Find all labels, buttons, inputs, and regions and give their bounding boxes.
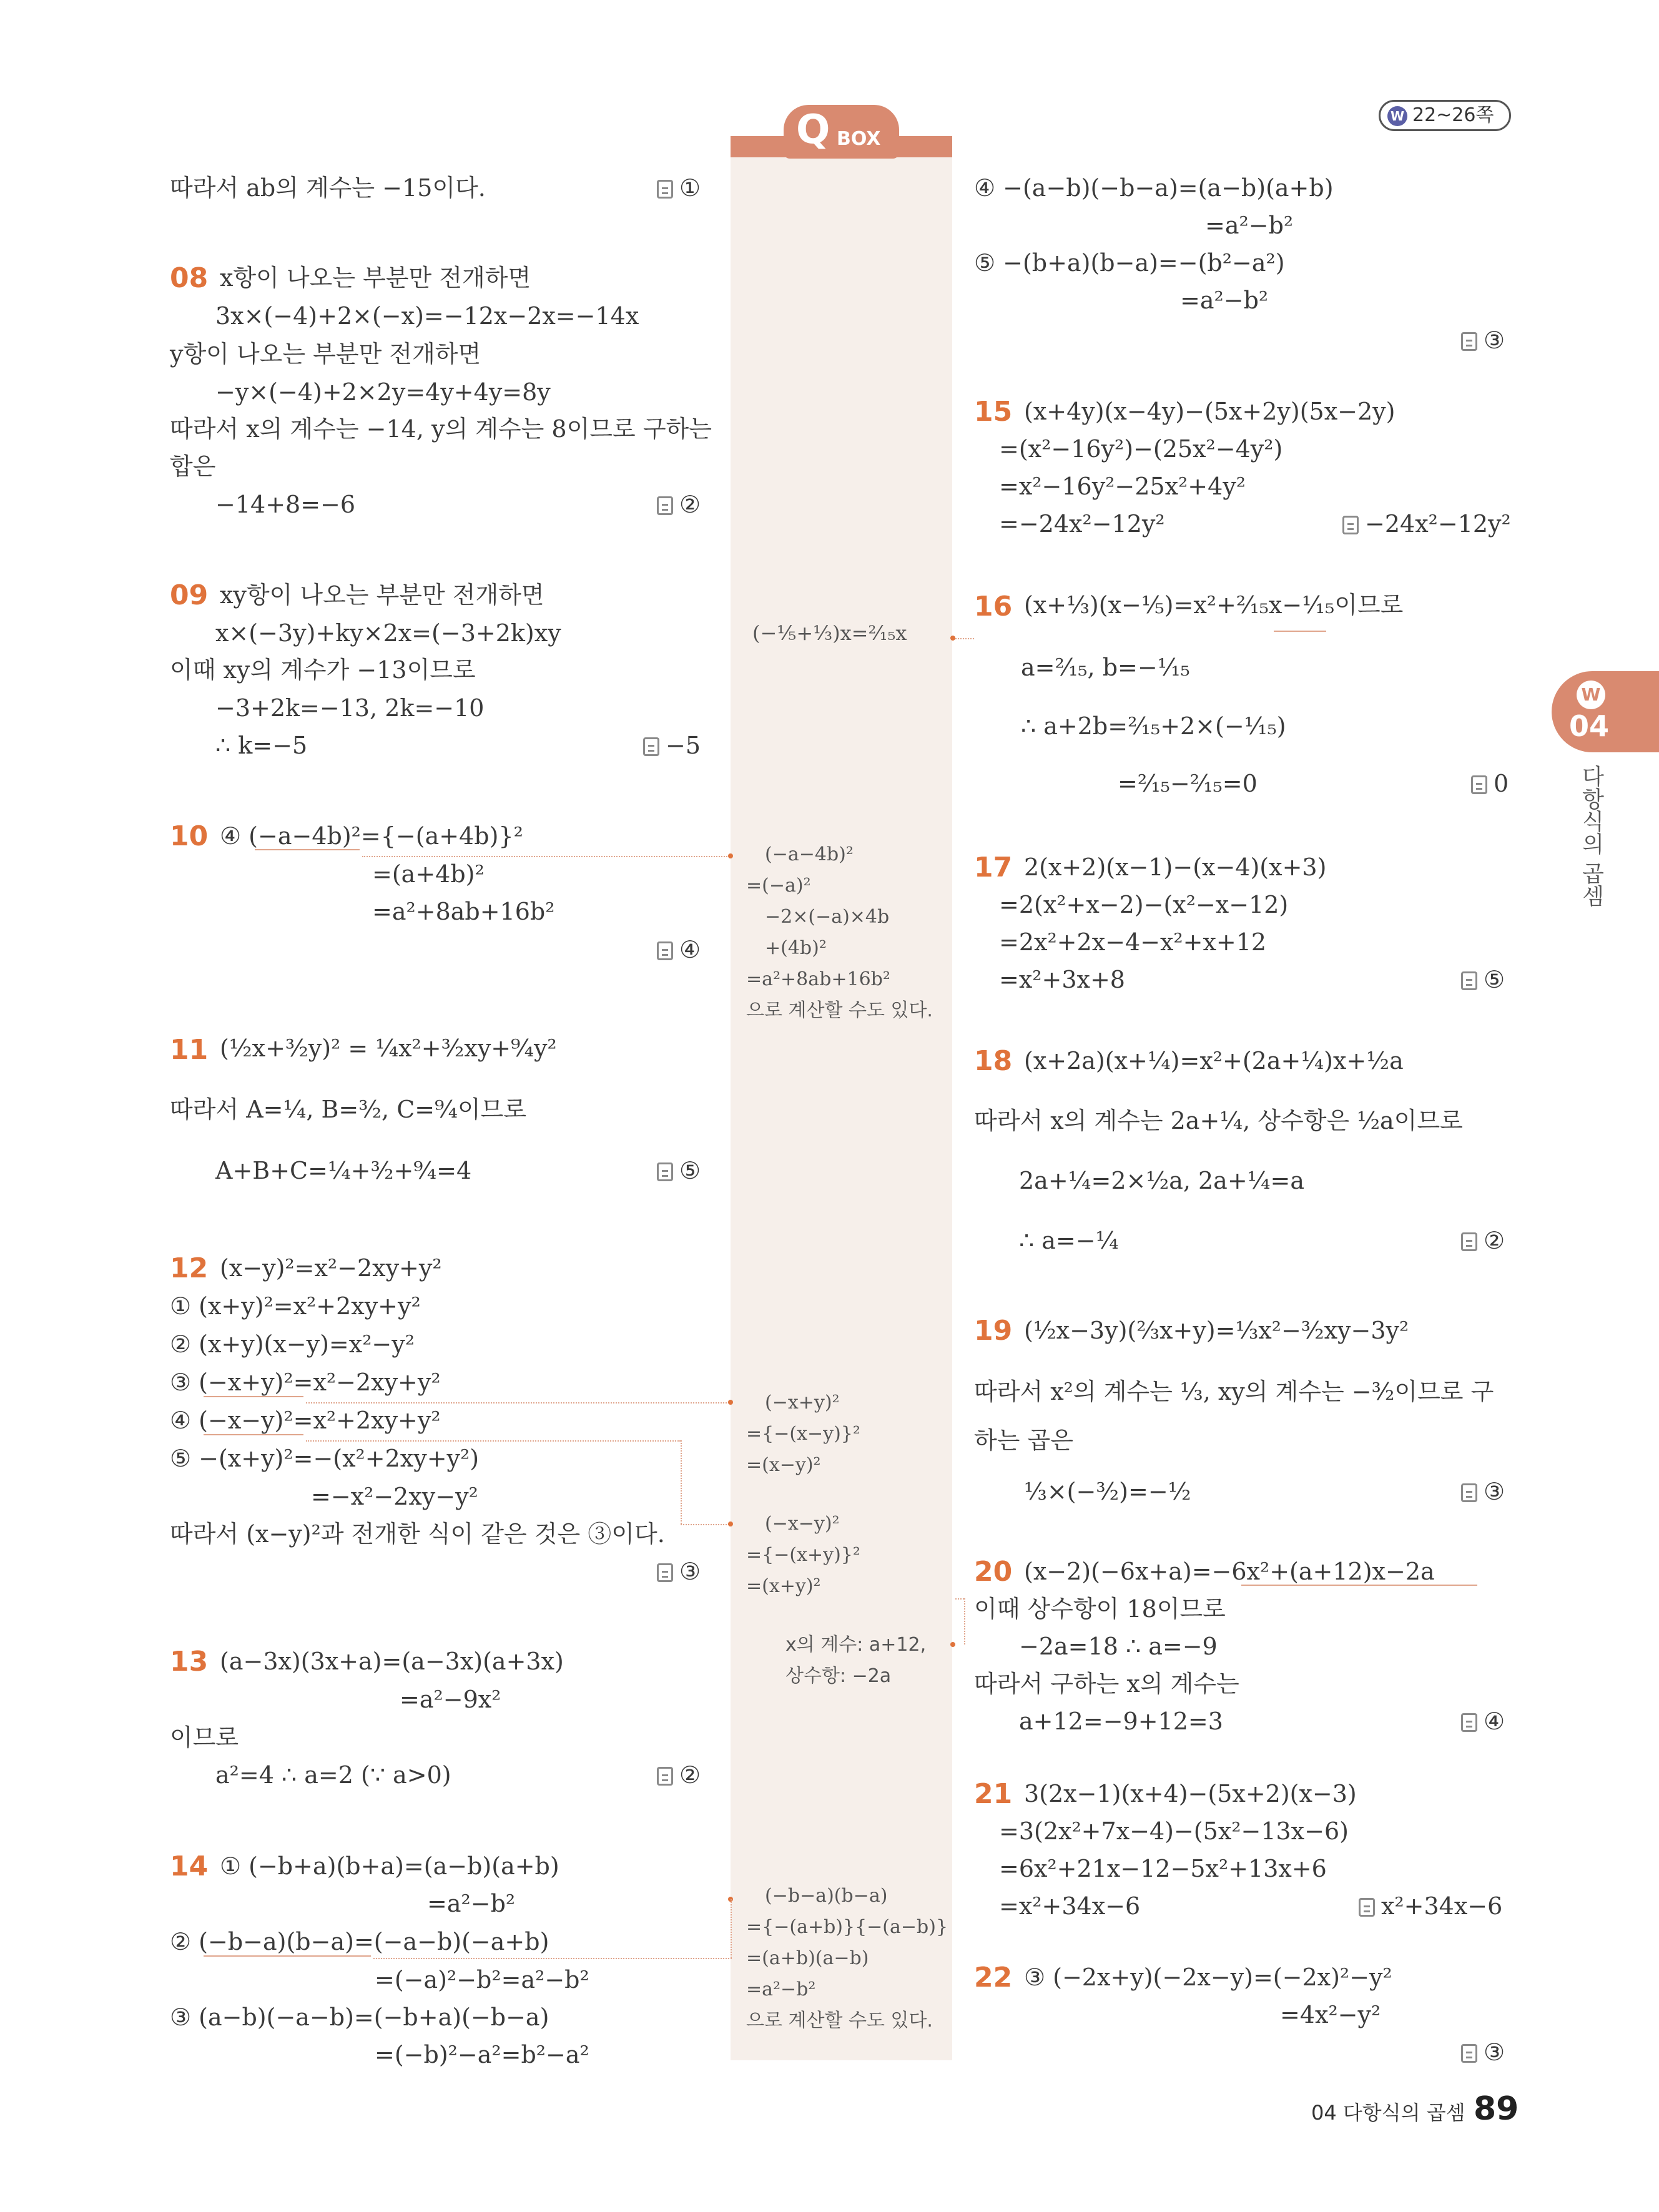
solution-line: =(x²−16y²)−(25x²−4y²) — [999, 435, 1283, 463]
underlined-expression: (−x+y)² — [199, 1369, 293, 1396]
solution-line: 따라서 구하는 x의 계수는 — [974, 1670, 1239, 1698]
problem-number: 13 — [170, 1646, 209, 1678]
connector-line — [681, 1524, 732, 1525]
problem-number: 09 — [170, 579, 209, 611]
qbox-note: (−x+y)² — [765, 1392, 840, 1413]
answer-mark — [657, 1763, 701, 1787]
qbox-q: Q — [796, 107, 830, 153]
solution-line: =−x²−2xy−y² — [311, 1483, 478, 1510]
answer-mark — [1461, 1480, 1505, 1503]
solution-line: =a²−9x² — [400, 1686, 501, 1713]
qbox-note: ={−(x−y)}² — [746, 1423, 860, 1445]
answer-icon — [657, 496, 673, 515]
connector-line — [306, 1440, 681, 1442]
solution-line: 이므로 — [170, 1724, 239, 1751]
solution-line: (x−y)²=x²−2xy+y² — [220, 1254, 442, 1282]
qbox-column — [731, 137, 952, 2060]
answer-value: −5 — [666, 732, 701, 759]
connector-line — [362, 856, 732, 857]
answer-icon — [643, 737, 659, 756]
solution-line: ③ (−x+y)²=x²−2xy+y² — [170, 1369, 441, 1396]
solution-line: (x+⅓)(x−⅕)=x²+²⁄₁₅x−¹⁄₁₅이므로 — [1024, 591, 1404, 619]
solution-line: =6x²+21x−12−5x²+13x+6 — [999, 1855, 1327, 1882]
qbox-note: 상수항: −2a — [785, 1665, 892, 1687]
qbox-note: ={−(x+y)}² — [746, 1544, 860, 1566]
solution-line: =a²−b² — [1205, 212, 1294, 239]
solution-line: 3(2x−1)(x+4)−(5x+2)(x−3) — [1024, 1780, 1357, 1807]
highlight-underline — [255, 849, 360, 850]
solution-line: (x−2)(−6x+a)=−6x²+(a+12)x−2a — [1024, 1558, 1435, 1585]
solution-line: ∴ a=−¼ — [1019, 1227, 1119, 1254]
answer-value: ⑤ — [1484, 966, 1505, 993]
solution-line: a=²⁄₁₅, b=−¹⁄₁₅ — [1021, 654, 1190, 681]
solution-line: 따라서 x의 계수는 2a+¼, 상수항은 ½a이므로 — [974, 1107, 1463, 1134]
solution-line: a²=4 ∴ a=2 (∵ a>0) — [215, 1761, 451, 1789]
answer-mark — [657, 938, 701, 961]
qbox-note: =(−a)² — [746, 875, 811, 897]
solution-line: 합은 — [170, 453, 216, 480]
problem-number: 17 — [974, 852, 1013, 883]
solution-line: 따라서 x²의 계수는 ⅓, xy의 계수는 −³⁄₂이므로 구 — [974, 1378, 1494, 1405]
connector-line — [306, 1402, 732, 1403]
answer-mark — [657, 493, 701, 516]
answer-value: ② — [679, 491, 701, 518]
answer-value: 0 — [1494, 770, 1509, 797]
answer-value: −24x²−12y² — [1365, 510, 1511, 538]
answer-icon — [1461, 332, 1477, 351]
solution-line: =(−b)²−a²=b²−a² — [375, 2041, 589, 2068]
qbox-note: (−x−y)² — [765, 1513, 840, 1535]
highlight-underline — [204, 1396, 303, 1397]
solution-line: ③ (a−b)(−a−b)=(−b+a)(−b−a) — [170, 2003, 549, 2031]
solution-line: 따라서 ab의 계수는 −15이다. — [170, 174, 486, 202]
solution-line: (a−3x)(3x+a)=(a−3x)(a+3x) — [220, 1648, 564, 1675]
solution-line: ① (−b+a)(b+a)=(a−b)(a+b) — [220, 1852, 559, 1880]
solution-line: ④ −(a−b)(−b−a)=(a−b)(a+b) — [974, 174, 1334, 202]
connector-line — [964, 1598, 965, 1644]
highlight-underline — [204, 1955, 371, 1957]
qbox-note: =a²+8ab+16b² — [746, 968, 890, 990]
solution-line: 따라서 A=¼, B=³⁄₂, C=⁹⁄₄이므로 — [170, 1096, 527, 1123]
solution-line: =²⁄₁₅−²⁄₁₅=0 — [1118, 770, 1258, 797]
solution-line: 3x×(−4)+2×(−x)=−12x−2x=−14x — [215, 302, 639, 330]
answer-icon — [657, 941, 673, 960]
solution-line: −2a=18 ∴ a=−9 — [1019, 1633, 1218, 1660]
solution-line: 이때 xy의 계수가 −13이므로 — [170, 656, 476, 684]
qbox-note: =(x+y)² — [746, 1575, 821, 1597]
solution-line: 이때 상수항이 18이므로 — [974, 1595, 1226, 1623]
page-number: 89 — [1474, 2090, 1519, 2128]
solution-line: ∴ k=−5 — [215, 732, 308, 759]
qbox-note: 으로 계산할 수도 있다. — [746, 2010, 933, 2032]
solution-line: =2x²+2x−4−x²+x+12 — [999, 928, 1267, 956]
solution-line: −y×(−4)+2×2y=4y+4y=8y — [215, 378, 551, 406]
solution-line: y항이 나오는 부분만 전개하면 — [170, 340, 481, 368]
answer-icon — [657, 1767, 673, 1786]
problem-number: 16 — [974, 591, 1013, 622]
solution-line: =x²+34x−6 — [999, 1892, 1141, 1920]
answer-value: ③ — [679, 1558, 701, 1585]
qbox-note: =(a+b)(a−b) — [746, 1947, 869, 1969]
connector-dot — [728, 1521, 733, 1526]
answer-value: ① — [679, 174, 701, 202]
qbox-note: +(4b)² — [765, 937, 827, 959]
solution-line: ② (x+y)(x−y)=x²−y² — [170, 1330, 415, 1358]
qbox-note: =(x−y)² — [746, 1454, 821, 1476]
solution-line: −14+8=−6 — [215, 491, 356, 518]
problem-number: 15 — [974, 396, 1013, 428]
answer-mark — [1342, 512, 1511, 536]
solution-line: a+12=−9+12=3 — [1019, 1708, 1223, 1735]
solution-line: (x+2a)(x+¼)=x²+(2a+¼)x+½a — [1024, 1047, 1404, 1074]
answer-icon — [1461, 1232, 1477, 1251]
answer-value: ③ — [1484, 2038, 1505, 2066]
answer-mark — [657, 1560, 701, 1583]
underlined-expression: ²⁄₁₅x — [1236, 591, 1282, 619]
solution-line: 하는 곱은 — [974, 1427, 1073, 1454]
problem-number: 20 — [974, 1556, 1013, 1588]
answer-icon — [1461, 2044, 1477, 2063]
qbox-note: (−⅕+⅓)x=²⁄₁₅x — [752, 621, 907, 645]
answer-value: ② — [679, 1761, 701, 1789]
problem-number: 10 — [170, 820, 209, 852]
connector-dot — [950, 636, 955, 641]
underlined-expression: (−a−4b)² — [249, 822, 361, 850]
footer-chapter-title: 04 다항식의 곱셈 — [1311, 2101, 1465, 2125]
workbook-icon: W — [1387, 106, 1407, 126]
solution-line: 따라서 (x−y)²과 전개한 식이 같은 것은 ③이다. — [170, 1520, 665, 1548]
answer-value: ③ — [1484, 327, 1505, 354]
solution-line: 2a+¼=2×½a, 2a+¼=a — [1019, 1167, 1305, 1194]
chapter-title-vertical: 다항식의 곱셈 — [1578, 765, 1604, 907]
answer-value: ③ — [1484, 1478, 1505, 1505]
underlined-expression: (−x−y)² — [199, 1407, 293, 1434]
qbox-note: −2×(−a)×4b — [765, 906, 890, 928]
answer-icon — [657, 1163, 673, 1181]
qbox-note: =a²−b² — [746, 1979, 816, 2000]
answer-icon — [1461, 1483, 1477, 1502]
connector-dot — [728, 1400, 733, 1405]
answer-mark — [1461, 328, 1505, 352]
answer-mark — [1461, 968, 1505, 991]
solution-line: −3+2k=−13, 2k=−10 — [215, 694, 485, 722]
problem-number: 21 — [974, 1778, 1013, 1810]
solution-line: =2(x²+x−2)−(x²−x−12) — [999, 891, 1289, 918]
solution-line: ① (x+y)²=x²+2xy+y² — [170, 1292, 421, 1320]
solution-line: A+B+C=¼+³⁄₂+⁹⁄₄=4 — [215, 1157, 472, 1184]
answer-icon — [1359, 1898, 1375, 1917]
underlined-expression: −6x²+(a+12)x−2a — [1211, 1558, 1435, 1585]
answer-mark — [1359, 1894, 1502, 1918]
solution-line: ④ (−x−y)²=x²+2xy+y² — [170, 1407, 441, 1434]
answer-value: ④ — [679, 936, 701, 963]
answer-icon — [1461, 1713, 1477, 1732]
solution-line: (½x−3y)(⅔x+y)=⅓x²−³⁄₂xy−3y² — [1024, 1317, 1409, 1344]
highlight-underline — [1241, 1585, 1477, 1586]
connector-dot — [950, 1642, 955, 1647]
answer-value: ⑤ — [679, 1157, 701, 1184]
connector-line — [955, 1598, 964, 1600]
connector-line — [731, 1899, 732, 1958]
solution-line: (½x+³⁄₂y)² = ¼x²+³⁄₂xy+⁹⁄₄y² — [220, 1035, 557, 1062]
answer-mark — [657, 176, 701, 200]
qbox-note: (−b−a)(b−a) — [765, 1885, 888, 1907]
solution-line: =−24x²−12y² — [999, 510, 1165, 538]
solution-line: 2(x+2)(x−1)−(x−4)(x+3) — [1024, 853, 1327, 881]
solution-line: =(−a)²−b²=a²−b² — [375, 1966, 589, 1993]
problem-number: 18 — [974, 1045, 1013, 1077]
solution-line: (x+4y)(x−4y)−(5x+2y)(5x−2y) — [1024, 398, 1396, 425]
connector-line — [681, 1440, 682, 1524]
problem-number: 12 — [170, 1252, 209, 1284]
answer-icon — [1342, 516, 1359, 534]
highlight-underline — [1274, 631, 1326, 632]
answer-mark — [1461, 1709, 1505, 1733]
solution-line: x×(−3y)+ky×2x=(−3+2k)xy — [215, 619, 561, 647]
solution-line: ⅓×(−³⁄₂)=−½ — [1024, 1478, 1191, 1505]
qbox-note: (−a−4b)² — [765, 843, 854, 865]
connector-line — [373, 1958, 732, 1959]
solution-line: ⑤ −(b+a)(b−a)=−(b²−a²) — [974, 249, 1285, 277]
answer-mark — [1461, 2040, 1505, 2064]
solution-line: ② (−b−a)(b−a)=(−a−b)(−a+b) — [170, 1928, 549, 1955]
solution-line: =(a+4b)² — [372, 860, 485, 888]
solution-line: =4x²−y² — [1280, 2001, 1381, 2028]
problem-number: 11 — [170, 1034, 209, 1066]
answer-value: x²+34x−6 — [1381, 1892, 1503, 1920]
solution-line: ③ (−2x+y)(−2x−y)=(−2x)²−y² — [1024, 1964, 1392, 1991]
qbox-note: 으로 계산할 수도 있다. — [746, 1000, 933, 1021]
answer-icon — [657, 1563, 673, 1582]
answer-mark — [1471, 772, 1509, 795]
solution-line: ∴ a+2b=²⁄₁₅+2×(−¹⁄₁₅) — [1021, 712, 1286, 740]
page-reference-text: 22~26쪽 — [1412, 104, 1494, 126]
connector-dot — [728, 853, 733, 858]
qbox-note: ={−(a+b)}{−(a−b)} — [746, 1916, 948, 1938]
highlight-underline — [204, 1434, 303, 1435]
solution-line: =a²+8ab+16b² — [372, 898, 555, 925]
problem-number: 14 — [170, 1851, 209, 1882]
solution-line: ④ (−a−4b)²={−(a+4b)}² — [220, 822, 523, 850]
answer-mark — [643, 734, 701, 757]
answer-icon — [1471, 775, 1487, 794]
solution-line: =x²−16y²−25x²+4y² — [999, 473, 1246, 500]
solution-line: =a²−b² — [427, 1890, 516, 1917]
solution-line: ⑤ −(x+y)²=−(x²+2xy+y²) — [170, 1445, 480, 1472]
chapter-number: 04 — [1569, 709, 1610, 743]
qbox-label: BOX — [837, 128, 881, 150]
problem-number: 22 — [974, 1962, 1013, 1993]
solution-line: =3(2x²+7x−4)−(5x²−13x−6) — [999, 1817, 1349, 1845]
solution-line: =a²−b² — [1180, 287, 1269, 314]
answer-value: ④ — [1484, 1708, 1505, 1735]
solution-line: =x²+3x+8 — [999, 966, 1125, 993]
problem-number: 19 — [974, 1315, 1013, 1347]
underlined-expression: (−b−a)(b−a) — [199, 1928, 354, 1955]
answer-mark — [1461, 1229, 1505, 1252]
workbook-icon: W — [1577, 681, 1605, 709]
answer-icon — [1461, 971, 1477, 990]
answer-mark — [657, 1159, 701, 1182]
solution-line: x항이 나오는 부분만 전개하면 — [220, 264, 531, 292]
problem-number: 08 — [170, 262, 209, 294]
connector-line — [955, 638, 974, 639]
qbox-note: x의 계수: a+12, — [785, 1634, 927, 1656]
answer-value: ② — [1484, 1227, 1505, 1254]
solution-line: 따라서 x의 계수는 −14, y의 계수는 8이므로 구하는 — [170, 415, 712, 443]
answer-icon — [657, 180, 673, 199]
solution-line: xy항이 나오는 부분만 전개하면 — [220, 581, 544, 609]
